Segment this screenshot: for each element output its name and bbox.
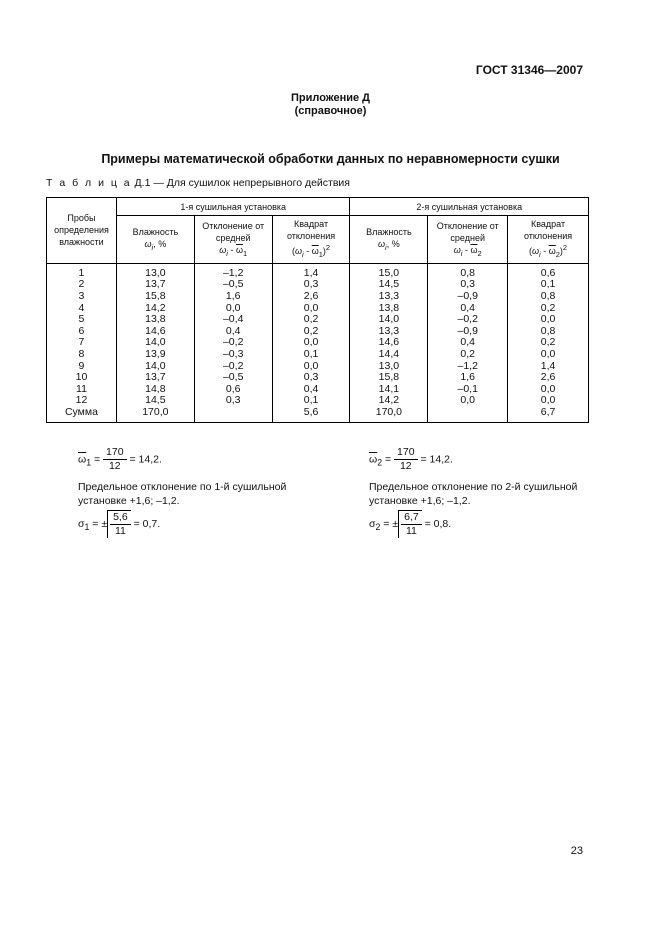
data-table <box>46 197 589 423</box>
table-cell: 14,5 <box>145 394 166 407</box>
appendix-title: Приложение Д <box>291 92 370 104</box>
appendix-type: (справочное) <box>294 105 367 117</box>
sigma2-denominator: 11 <box>405 525 417 537</box>
mean2-numerator: 170 <box>394 446 418 460</box>
sigma-formula-2: $\sigma_2$ = ± $\frac{6,7}{11}$ = 0,8. <box>369 511 452 537</box>
table-cell: 0,0 <box>303 336 319 349</box>
sigma2-result: = 0,8. <box>424 517 452 530</box>
section-title: Примеры математической обработки данных по неравномерности сушки <box>101 152 560 166</box>
table-cell: 0,0 <box>303 359 319 372</box>
table-cell: 0,4 <box>460 301 476 314</box>
table-cell: 0,0 <box>225 301 241 314</box>
table-cell: 15,8 <box>145 289 166 302</box>
sigma1-result: = 0,7. <box>133 517 161 530</box>
col-header-probes: Пробы определения влажности <box>47 198 117 264</box>
col-header-square-1: Квадрат отклонения $(\omega_i - \overline{\omega}_1)^2$ <box>272 216 350 264</box>
table-cell: 11 <box>76 382 87 395</box>
table-cell: –0,5 <box>222 371 244 384</box>
table-cell: 1,6 <box>225 289 241 302</box>
table-cell: 170,0 <box>375 405 403 418</box>
table-cell: 0,2 <box>540 301 556 314</box>
mean1-denominator: 12 <box>108 460 121 472</box>
group-header-2: 2-я сушильная установка <box>350 198 589 216</box>
square-label-2: Квадрат отклонения <box>523 219 573 241</box>
table-cell: 0,0 <box>540 394 556 407</box>
table-column-square-2 <box>508 263 589 422</box>
table-cell: 0,0 <box>303 301 319 314</box>
table-cell: –0,4 <box>222 313 244 326</box>
mean-fraction-1 <box>103 446 127 473</box>
table-cell: Сумма <box>64 405 98 418</box>
col-header-deviation-2: Отклонение от средней $\omega_i - \overline{\omega}_2$ <box>428 216 508 264</box>
table-cell: 14,8 <box>145 382 166 395</box>
table-cell: 10 <box>75 371 88 384</box>
table-cell: 13,3 <box>378 289 400 302</box>
table-cell: 2,6 <box>540 371 556 384</box>
moisture-label-1: Влажность <box>132 226 179 237</box>
table-cell: 5 <box>78 313 85 326</box>
table-cell: 3 <box>78 289 85 302</box>
table-cell <box>428 407 507 419</box>
table-cell: –0,9 <box>457 289 478 302</box>
table-cell: 14,6 <box>145 324 166 337</box>
table-cell: 0,3 <box>225 394 241 407</box>
table-cell: 6,7 <box>540 405 556 418</box>
table-cell: 0,8 <box>540 289 556 302</box>
limit-deviation-2: Предельное отклонение по 2-й сушильной установке +1,6; –1,2. <box>369 481 578 507</box>
table-cell: 0,6 <box>540 266 556 279</box>
table-cell: 14,1 <box>378 382 400 395</box>
table-cell: 14,5 <box>378 278 400 291</box>
table-cell: 13,7 <box>145 278 166 291</box>
table-cell: 14,0 <box>145 359 166 372</box>
table-cell: 13,9 <box>145 347 166 360</box>
moisture-label-2: Влажность <box>366 226 412 237</box>
table-cell: –0,3 <box>222 347 244 360</box>
table-cell: 13,7 <box>145 371 166 384</box>
mean-fraction-2 <box>394 446 418 473</box>
table-cell: 13,8 <box>145 313 166 326</box>
table-cell: 0,0 <box>540 382 556 395</box>
caption-label: Т а б л и ц а <box>46 177 132 189</box>
table-cell: 0,2 <box>540 336 556 349</box>
table-cell: –0,2 <box>457 313 478 326</box>
table-cell: 14,2 <box>378 394 400 407</box>
table-cell: 8 <box>78 347 85 360</box>
table-cell: 14,0 <box>378 313 400 326</box>
table-cell: 0,0 <box>540 347 556 360</box>
deviation-label-2: Отклонение от средней <box>436 220 499 243</box>
table-cell: 0,8 <box>460 266 476 279</box>
mean2-denominator: 12 <box>399 460 412 472</box>
sigma1-numerator: 5,6 <box>110 511 131 525</box>
col-header-moisture-1: Влажность $\omega_i$, % <box>116 216 194 264</box>
col-header-square-2: Квадрат отклонения $(\omega_i - \overline{\omega}_2)^2$ <box>508 216 589 264</box>
table-cell: 0,8 <box>540 324 556 337</box>
table-cell: 14,6 <box>378 336 400 349</box>
table-column-square-1 <box>272 263 350 422</box>
sigma2-numerator: 6,7 <box>401 511 422 525</box>
table-cell: 0,3 <box>460 278 476 291</box>
mean-formula-2: $\overline{\omega}_2$ = $\frac{170}{12}$ = 14,2. <box>369 446 453 472</box>
standard-header: ГОСТ 31346—2007 <box>475 63 583 77</box>
table-cell: 0,1 <box>303 347 319 360</box>
sqrt-sign-2 <box>398 510 422 538</box>
table-cell: 2,6 <box>303 289 319 302</box>
table-cell: –1,2 <box>457 359 478 372</box>
table-cell: –0,2 <box>222 359 244 372</box>
table-column-deviation-2 <box>428 263 508 422</box>
table-cell: 14,4 <box>378 347 400 360</box>
table-cell: 5,6 <box>303 405 319 418</box>
sigma-formula-1: $\sigma_1$ = ± $\frac{5,6}{11}$ = 0,7. <box>78 511 161 537</box>
deviation-label-1: Отклонение от средней <box>202 220 265 243</box>
table-cell: 0,4 <box>303 382 319 395</box>
mean-formula-1: $\overline{\omega}_1$ = $\frac{170}{12}$ = 14,2. <box>78 446 162 472</box>
group-header-1: 1-я сушильная установка <box>116 198 350 216</box>
table-cell: 4 <box>78 301 85 314</box>
table-cell: 15,8 <box>378 371 400 384</box>
table-cell: 0,3 <box>303 371 319 384</box>
table-cell: 7 <box>78 336 85 349</box>
col-header-moisture-2: Влажность $\omega_i$, % <box>350 216 428 264</box>
table-cell: –1,2 <box>222 266 244 279</box>
table-cell: 0,1 <box>540 278 556 291</box>
table-cell: 9 <box>78 359 85 372</box>
table-cell: 15,0 <box>378 266 400 279</box>
table-cell: 13,0 <box>145 266 166 279</box>
table-cell: 0,3 <box>303 278 319 291</box>
table-cell: 13,0 <box>378 359 400 372</box>
table-cell: 0,6 <box>225 382 241 395</box>
caption-number: Д.1 <box>134 177 151 189</box>
table-column-probe <box>47 263 117 422</box>
table-cell: 1 <box>78 266 85 279</box>
table-cell: –0,2 <box>222 336 244 349</box>
limit-deviation-1: Предельное отклонение по 1-й сушильной установке +1,6; –1,2. <box>78 481 287 507</box>
table-column-moisture-1 <box>116 263 194 422</box>
table-cell: 0,2 <box>303 324 319 337</box>
mean1-result: = 14,2. <box>129 453 162 466</box>
table-cell: 170,0 <box>142 405 169 418</box>
table-cell: 0,0 <box>540 313 556 326</box>
table-caption <box>46 177 350 189</box>
sigma1-denominator: 11 <box>114 525 126 537</box>
table-cell: 13,8 <box>378 301 400 314</box>
table-cell: 0,4 <box>225 324 241 337</box>
table-cell <box>195 407 272 419</box>
col-header-deviation-1: Отклонение от средней $\omega_i - \overline{\omega}_1$ <box>194 216 272 264</box>
table-cell: –0,9 <box>457 324 478 337</box>
table-cell: 1,4 <box>540 359 556 372</box>
table-cell: 14,2 <box>145 301 166 314</box>
table-cell: 0,2 <box>460 347 476 360</box>
table-cell: 13,3 <box>378 324 400 337</box>
table-column-moisture-2 <box>350 263 428 422</box>
table-cell: 1,6 <box>460 371 476 384</box>
page-number: 23 <box>570 845 583 857</box>
square-label-1: Квадрат отклонения <box>286 219 336 241</box>
table-cell: 0,2 <box>303 313 319 326</box>
table-cell: 1,4 <box>303 266 319 279</box>
table-cell: 0,1 <box>303 394 319 407</box>
table-cell: 0,0 <box>460 394 476 407</box>
sqrt-sign-1 <box>107 510 131 538</box>
table-cell: –0,5 <box>222 278 244 291</box>
table-cell: –0,1 <box>457 382 478 395</box>
mean1-numerator: 170 <box>103 446 127 460</box>
table-cell: 14,0 <box>145 336 166 349</box>
table-cell: 6 <box>78 324 85 337</box>
table-cell: 12 <box>75 394 88 407</box>
table-body-row <box>47 263 589 422</box>
table-column-deviation-1 <box>194 263 272 422</box>
table-cell: 2 <box>78 278 85 291</box>
caption-text: — Для сушилок непрерывного действия <box>153 177 350 189</box>
table-cell: 0,4 <box>460 336 476 349</box>
mean2-result: = 14,2. <box>420 453 453 466</box>
